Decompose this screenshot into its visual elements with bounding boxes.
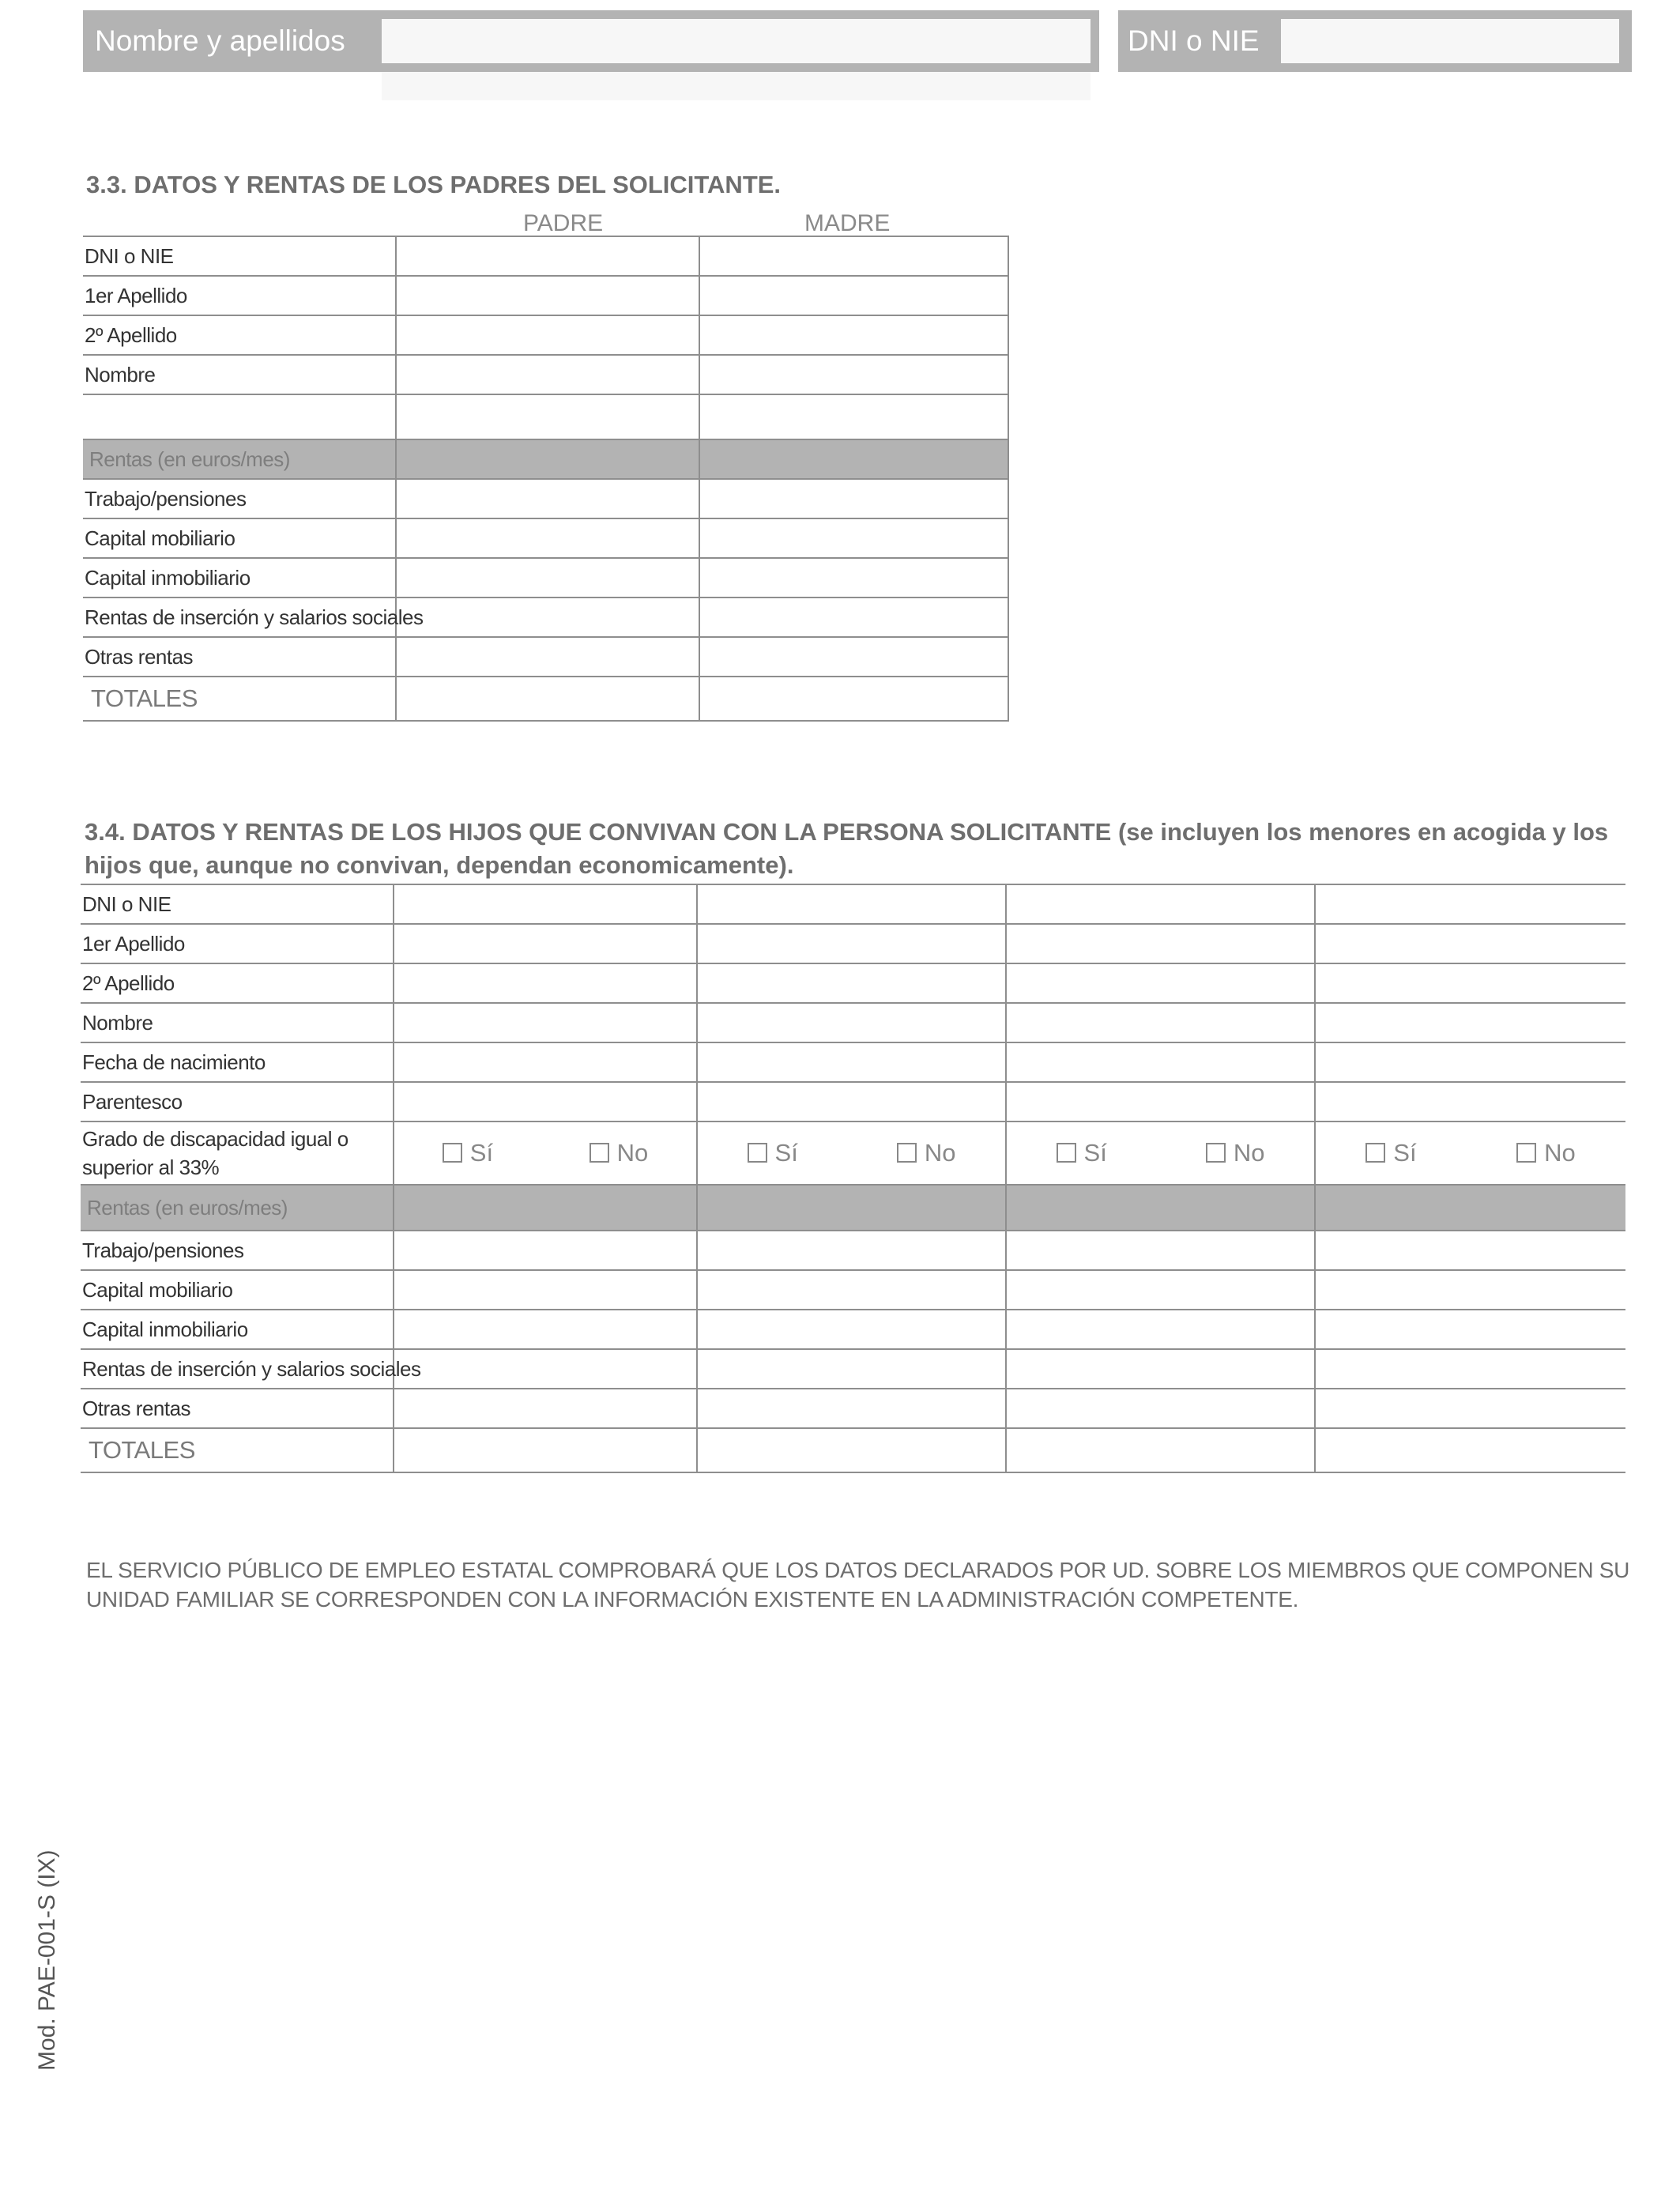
table-row <box>83 276 1008 315</box>
totals-label: TOTALES <box>83 677 396 721</box>
row-label-insertion: Rentas de inserción y salarios sociales <box>81 1349 394 1389</box>
name-input-shadow <box>382 72 1090 100</box>
child4-totals-cell[interactable] <box>1315 1428 1625 1472</box>
income-header-label: Rentas (en euros/mes) <box>81 1185 394 1231</box>
table-row <box>81 1082 1625 1122</box>
model-code: Mod. PAE-001-S (IX) <box>34 1849 60 2071</box>
checkbox-icon <box>897 1143 917 1163</box>
row-label-name: Nombre <box>83 355 396 394</box>
child3-name-cell[interactable] <box>1006 1003 1315 1042</box>
table-row <box>81 1003 1625 1042</box>
mother-totals-cell[interactable] <box>699 677 1008 721</box>
name-header-bar <box>83 10 1099 72</box>
income-header-cell <box>699 439 1008 479</box>
checkbox-icon <box>590 1143 609 1163</box>
parents-section-title: 3.3. DATOS Y RENTAS DE LOS PADRES DEL SOLICITANTE. <box>86 171 782 198</box>
child4-insertion-cell[interactable] <box>1315 1349 1625 1389</box>
parents-table <box>83 236 1009 722</box>
table-row <box>83 355 1008 394</box>
child2-other-cell[interactable] <box>697 1389 1006 1428</box>
table-row <box>81 963 1625 1003</box>
mother-second-surname-cell[interactable] <box>699 315 1008 355</box>
yes-label: Sí <box>469 1139 494 1167</box>
mother-first-surname-cell[interactable] <box>699 276 1008 315</box>
children-section-title <box>85 816 1633 882</box>
father-column-header: PADRE <box>523 210 604 236</box>
row-label-disability: Grado de discapacidad igual o superior al 33% <box>81 1122 394 1185</box>
table-row <box>81 1310 1625 1349</box>
child1-relationship-cell[interactable] <box>394 1082 697 1122</box>
row-label-capital-inmob: Capital inmobiliario <box>81 1310 394 1349</box>
children-title-main: 3.4. DATOS Y RENTAS DE LOS HIJOS QUE CONVIVAN CON LA PERSONA SOLICITANTE <box>85 818 1112 846</box>
row-label-other: Otras rentas <box>83 637 396 677</box>
mother-dni-cell[interactable] <box>699 236 1008 276</box>
father-first-surname-cell[interactable] <box>396 276 699 315</box>
table-row <box>81 1389 1625 1428</box>
table-row <box>83 637 1008 677</box>
child3-disability-cell <box>1006 1122 1315 1185</box>
child4-first-surname-cell[interactable] <box>1315 924 1625 963</box>
father-capital-mob-cell[interactable] <box>396 518 699 558</box>
child4-yes-checkbox[interactable] <box>1365 1139 1416 1167</box>
child2-name-cell[interactable] <box>697 1003 1006 1042</box>
child1-capital-mob-cell[interactable] <box>394 1270 697 1310</box>
child1-insertion-cell[interactable] <box>394 1349 697 1389</box>
child1-dni-cell[interactable] <box>394 884 697 924</box>
child2-totals-cell[interactable] <box>697 1428 1006 1472</box>
row-label-capital-mob: Capital mobiliario <box>83 518 396 558</box>
row-label-other: Otras rentas <box>81 1389 394 1428</box>
child4-second-surname-cell[interactable] <box>1315 963 1625 1003</box>
no-label: No <box>616 1139 649 1167</box>
child4-no-checkbox[interactable] <box>1516 1139 1576 1167</box>
dni-header-bar <box>1118 10 1632 72</box>
table-row <box>81 884 1625 924</box>
children-table <box>81 884 1625 1473</box>
totals-label: TOTALES <box>81 1428 394 1472</box>
mother-name-cell[interactable] <box>699 355 1008 394</box>
row-label-dni: DNI o NIE <box>83 236 396 276</box>
child2-yes-checkbox[interactable] <box>748 1139 798 1167</box>
income-header-row <box>83 439 1008 479</box>
father-totals-cell[interactable] <box>396 677 699 721</box>
no-label: No <box>924 1139 956 1167</box>
mother-blank-cell[interactable] <box>699 394 1008 439</box>
row-label-dni: DNI o NIE <box>81 884 394 924</box>
father-insertion-cell[interactable] <box>396 598 699 637</box>
child2-disability-cell <box>697 1122 1006 1185</box>
mother-insertion-cell[interactable] <box>699 598 1008 637</box>
income-header-cell <box>1315 1185 1625 1231</box>
no-label: No <box>1544 1139 1576 1167</box>
checkbox-icon <box>1206 1143 1226 1163</box>
row-label-birthdate: Fecha de nacimiento <box>81 1042 394 1082</box>
mother-work-cell[interactable] <box>699 479 1008 518</box>
mother-capital-mob-cell[interactable] <box>699 518 1008 558</box>
table-row <box>81 924 1625 963</box>
row-label-second-surname: 2º Apellido <box>81 963 394 1003</box>
table-row <box>81 1042 1625 1082</box>
no-label: No <box>1233 1139 1265 1167</box>
checkbox-icon <box>1365 1143 1385 1163</box>
row-label-name: Nombre <box>81 1003 394 1042</box>
child1-birthdate-cell[interactable] <box>394 1042 697 1082</box>
child2-insertion-cell[interactable] <box>697 1349 1006 1389</box>
row-label-first-surname: 1er Apellido <box>81 924 394 963</box>
table-row <box>83 315 1008 355</box>
child1-other-cell[interactable] <box>394 1389 697 1428</box>
child3-birthdate-cell[interactable] <box>1006 1042 1315 1082</box>
child4-birthdate-cell[interactable] <box>1315 1042 1625 1082</box>
father-work-cell[interactable] <box>396 479 699 518</box>
child4-capital-mob-cell[interactable] <box>1315 1270 1625 1310</box>
child3-yes-checkbox[interactable] <box>1057 1139 1107 1167</box>
table-row <box>83 518 1008 558</box>
row-label-relationship: Parentesco <box>81 1082 394 1122</box>
yes-label: Sí <box>1083 1139 1107 1167</box>
table-row <box>83 558 1008 598</box>
child1-yes-checkbox[interactable] <box>443 1139 493 1167</box>
checkbox-icon <box>748 1143 767 1163</box>
yes-label: Sí <box>774 1139 798 1167</box>
child3-no-checkbox[interactable] <box>1206 1139 1265 1167</box>
child3-capital-mob-cell[interactable] <box>1006 1270 1315 1310</box>
income-header-cell <box>697 1185 1006 1231</box>
totals-row <box>83 677 1008 721</box>
row-label-capital-mob: Capital mobiliario <box>81 1270 394 1310</box>
child3-second-surname-cell[interactable] <box>1006 963 1315 1003</box>
disability-row <box>81 1122 1625 1185</box>
child2-capital-inmob-cell[interactable] <box>697 1310 1006 1349</box>
row-label-first-surname: 1er Apellido <box>83 276 396 315</box>
totals-row <box>81 1428 1625 1472</box>
father-dni-cell[interactable] <box>396 236 699 276</box>
children-title-note: (se incluyen los menores en acogida y los hijos que, aunque no convivan, dependan economicamente). <box>85 818 1609 879</box>
income-header-row <box>81 1185 1625 1231</box>
father-name-cell[interactable] <box>396 355 699 394</box>
child4-capital-inmob-cell[interactable] <box>1315 1310 1625 1349</box>
name-input[interactable] <box>382 19 1090 63</box>
row-label-blank <box>83 394 396 439</box>
child3-totals-cell[interactable] <box>1006 1428 1315 1472</box>
child3-first-surname-cell[interactable] <box>1006 924 1315 963</box>
child2-birthdate-cell[interactable] <box>697 1042 1006 1082</box>
income-header-cell <box>396 439 699 479</box>
checkbox-icon <box>1057 1143 1076 1163</box>
income-header-cell <box>1006 1185 1315 1231</box>
table-row <box>81 1270 1625 1310</box>
child2-capital-mob-cell[interactable] <box>697 1270 1006 1310</box>
row-label-capital-inmob: Capital inmobiliario <box>83 558 396 598</box>
child3-work-cell[interactable] <box>1006 1231 1315 1270</box>
mother-other-cell[interactable] <box>699 637 1008 677</box>
child1-disability-cell <box>394 1122 697 1185</box>
dni-input[interactable] <box>1281 19 1619 63</box>
table-row <box>83 236 1008 276</box>
child2-second-surname-cell[interactable] <box>697 963 1006 1003</box>
child4-dni-cell[interactable] <box>1315 884 1625 924</box>
verification-notice: EL SERVICIO PÚBLICO DE EMPLEO ESTATAL COMPROBARÁ QUE LOS DATOS DECLARADOS POR UD. SOBRE LOS MIEMBROS QUE COMPONEN SU UNIDAD FAMILIAR SE CORRESPONDEN CON LA INFORMACIÓN EXISTENTE EN LA ADMINISTRACIÓN COMPETENTE. <box>86 1558 1630 1612</box>
child1-second-surname-cell[interactable] <box>394 963 697 1003</box>
child1-work-cell[interactable] <box>394 1231 697 1270</box>
income-header-cell <box>394 1185 697 1231</box>
child1-capital-inmob-cell[interactable] <box>394 1310 697 1349</box>
child1-name-cell[interactable] <box>394 1003 697 1042</box>
table-row <box>83 598 1008 637</box>
child4-name-cell[interactable] <box>1315 1003 1625 1042</box>
father-other-cell[interactable] <box>396 637 699 677</box>
child4-other-cell[interactable] <box>1315 1389 1625 1428</box>
child3-capital-inmob-cell[interactable] <box>1006 1310 1315 1349</box>
father-capital-inmob-cell[interactable] <box>396 558 699 598</box>
child2-no-checkbox[interactable] <box>897 1139 956 1167</box>
checkbox-icon <box>443 1143 462 1163</box>
row-label-insertion: Rentas de inserción y salarios sociales <box>83 598 396 637</box>
child2-work-cell[interactable] <box>697 1231 1006 1270</box>
dni-label: DNI o NIE <box>1128 25 1260 57</box>
child2-relationship-cell[interactable] <box>697 1082 1006 1122</box>
child1-no-checkbox[interactable] <box>590 1139 649 1167</box>
child1-first-surname-cell[interactable] <box>394 924 697 963</box>
row-label-second-surname: 2º Apellido <box>83 315 396 355</box>
child1-totals-cell[interactable] <box>394 1428 697 1472</box>
child4-work-cell[interactable] <box>1315 1231 1625 1270</box>
child4-relationship-cell[interactable] <box>1315 1082 1625 1122</box>
child3-dni-cell[interactable] <box>1006 884 1315 924</box>
child2-first-surname-cell[interactable] <box>697 924 1006 963</box>
mother-column-header: MADRE <box>804 210 891 236</box>
father-second-surname-cell[interactable] <box>396 315 699 355</box>
child2-dni-cell[interactable] <box>697 884 1006 924</box>
child3-relationship-cell[interactable] <box>1006 1082 1315 1122</box>
yes-label: Sí <box>1393 1139 1417 1167</box>
child3-other-cell[interactable] <box>1006 1389 1315 1428</box>
table-row <box>83 394 1008 439</box>
mother-capital-inmob-cell[interactable] <box>699 558 1008 598</box>
child4-disability-cell <box>1315 1122 1625 1185</box>
table-row <box>83 479 1008 518</box>
name-label: Nombre y apellidos <box>95 25 345 57</box>
checkbox-icon <box>1516 1143 1536 1163</box>
table-row <box>81 1231 1625 1270</box>
child3-insertion-cell[interactable] <box>1006 1349 1315 1389</box>
row-label-work: Trabajo/pensiones <box>81 1231 394 1270</box>
table-row <box>81 1349 1625 1389</box>
row-label-work: Trabajo/pensiones <box>83 479 396 518</box>
father-blank-cell[interactable] <box>396 394 699 439</box>
income-header-label: Rentas (en euros/mes) <box>83 439 396 479</box>
